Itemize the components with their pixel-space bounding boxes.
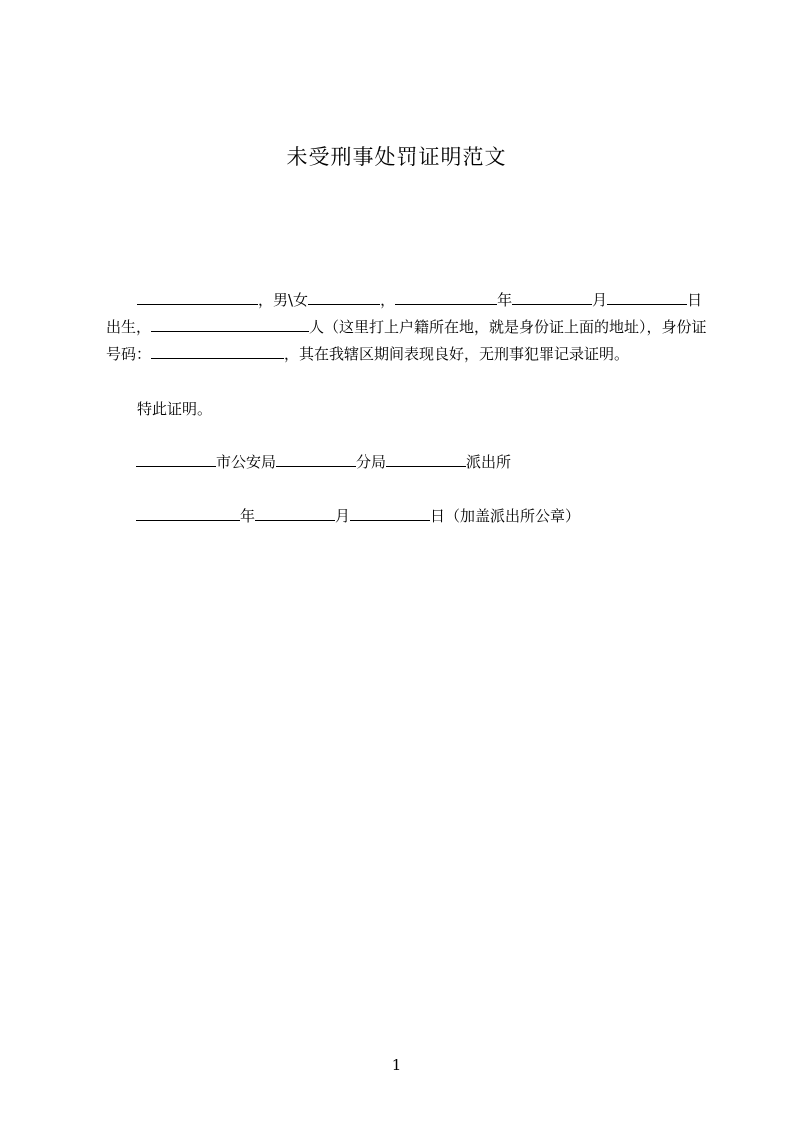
paragraph-line-2 [106,316,707,338]
paragraph-line-3 [106,343,629,365]
paragraph-line-1 [137,289,702,311]
branch-label: 分局 [356,453,387,471]
id-number-label: 号码： [106,345,152,363]
comma-separator: ， [380,291,396,309]
closing-line: 特此证明。 [137,400,213,418]
issuing-office-line [136,451,511,473]
month-label: 月 [592,291,608,309]
id-number-blank [151,343,284,359]
document-title: 未受刑事处罚证明范文 [286,145,507,169]
birth-year-blank [395,289,497,305]
gender-blank [308,289,380,305]
issue-date-line [136,505,580,527]
household-note: 人（这里打上户籍所在地，就是身份证上面的地址），身份证 [309,318,707,336]
gender-label: ，男\女 [258,291,309,309]
issue-day-seal-label: 日（加盖派出所公章） [430,507,581,525]
record-statement: ，其在我辖区期间表现良好，无刑事犯罪记录证明。 [284,345,630,363]
page-number: 1 [391,1056,402,1074]
issue-year-label: 年 [240,507,256,525]
issue-day-blank [350,505,430,521]
branch-blank [276,451,356,467]
household-address-blank [151,316,309,332]
birth-label: 出生， [106,318,152,336]
issue-month-label: 月 [335,507,351,525]
birth-day-blank [607,289,687,305]
issue-month-blank [255,505,335,521]
issue-year-blank [136,505,240,521]
station-blank [386,451,466,467]
city-bureau-label: 市公安局 [216,453,277,471]
name-blank [137,289,258,305]
year-label: 年 [497,291,513,309]
birth-month-blank [512,289,592,305]
station-label: 派出所 [466,453,512,471]
city-blank [136,451,216,467]
day-label: 日 [687,291,703,309]
